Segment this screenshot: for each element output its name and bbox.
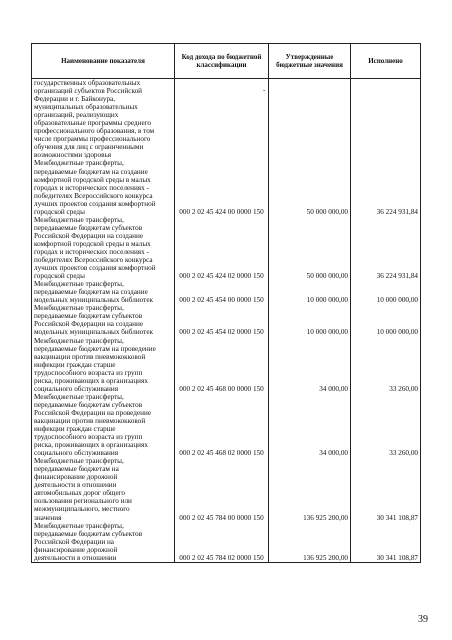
budget-table — [31, 43, 421, 563]
name-line: Межбюджетные трансферты, — [34, 159, 124, 168]
header-executed: Исполнено — [351, 44, 421, 79]
table-row — [32, 216, 421, 280]
name-line: Федерации и г. Байконура, — [34, 95, 116, 104]
name-line: Межбюджетные трансферты, — [34, 304, 124, 313]
table-body — [32, 79, 421, 563]
name-line: победителях Всероссийского конкурса — [34, 191, 153, 200]
row-approved-cell: 50 000 000,00 — [269, 159, 351, 215]
row-approved-cell: 10 000 000,00 — [269, 280, 351, 304]
page-number: 39 — [418, 614, 428, 625]
name-line: социального обслуживания — [34, 384, 119, 393]
table-row — [32, 159, 421, 215]
row-code-cell: 000 2 02 45 784 00 0000 150 — [175, 457, 269, 521]
row-code-cell: 000 2 02 45 454 00 0000 150 — [175, 280, 269, 304]
row-executed-cell: 10 000 000,00 — [351, 304, 421, 336]
dash-mark: - — [263, 86, 266, 94]
name-line: инфекции граждан старше — [34, 360, 116, 369]
name-line: Российской Федерации на создание — [34, 231, 144, 240]
name-line: передаваемые бюджетам на создание — [34, 288, 148, 297]
header-code: Код дохода по бюджетной классификации — [175, 44, 269, 79]
name-line: межмуниципального, местного — [34, 505, 130, 514]
name-line: модельных муниципальных библиотек — [34, 328, 154, 337]
table-row — [32, 337, 421, 393]
name-line: государственных образовательных — [34, 79, 141, 87]
row-name-cell — [32, 304, 175, 336]
name-line: Межбюджетные трансферты, — [34, 215, 124, 224]
name-line: модельных муниципальных библиотек — [34, 296, 154, 305]
table-header-row — [32, 44, 421, 79]
name-line: городах и исторических поселениях - — [34, 247, 149, 256]
table-row — [32, 457, 421, 521]
name-line: автомобильных дорог общего — [34, 489, 126, 498]
row-name-cell — [32, 216, 175, 280]
row-approved-cell: 50 000 000,00 — [269, 216, 351, 280]
row-code-cell: 000 2 02 45 424 00 0000 150 — [175, 159, 269, 215]
name-line: финансирование дорожной — [34, 473, 118, 482]
name-line: Межбюджетные трансферты, — [34, 336, 124, 345]
name-line: вакцинации против пневмококковой — [34, 352, 146, 361]
name-line: комфортной городской среды в малых — [34, 239, 151, 248]
table-row — [32, 280, 421, 304]
name-line: комфортной городской среды в малых — [34, 175, 151, 184]
row-approved-cell: 34 000,00 — [269, 393, 351, 457]
name-line: образовательные программы среднего — [34, 119, 152, 128]
row-name-cell — [32, 280, 175, 304]
name-line: Российской Федерации на проведение — [34, 408, 152, 417]
row-code-cell: 000 2 02 45 424 02 0000 150 — [175, 216, 269, 280]
name-line: пользования регионального или — [34, 497, 132, 506]
name-line: числе программы профессионального — [34, 135, 151, 144]
name-line: Межбюджетные трансферты, — [34, 280, 124, 289]
name-line: городской среды — [34, 207, 85, 216]
row-code-cell: 000 2 02 45 468 00 0000 150 — [175, 337, 269, 393]
name-line: лучших проектов создания комфортной — [34, 264, 156, 273]
row-approved-cell: 10 000 000,00 — [269, 304, 351, 336]
name-line: муниципальных образовательных — [34, 103, 138, 112]
name-line: передаваемые бюджетам субъектов — [34, 223, 143, 232]
row-executed-cell: 30 341 108,87 — [351, 457, 421, 521]
row-code-cell — [175, 79, 269, 160]
name-line: деятельности в отношении — [34, 481, 117, 490]
name-line: Российской Федерации на создание — [34, 320, 144, 329]
name-line: городской среды — [34, 272, 85, 281]
name-line: передаваемые бюджетам субъектов — [34, 529, 143, 538]
name-line: лучших проектов создания комфортной — [34, 199, 156, 208]
row-code-cell: 000 2 02 45 784 02 0000 150 — [175, 522, 269, 563]
row-approved-cell: 34 000,00 — [269, 337, 351, 393]
name-line: Межбюджетные трансферты, — [34, 457, 124, 466]
name-line: инфекции граждан старше — [34, 425, 116, 434]
table-row — [32, 393, 421, 457]
row-name-cell — [32, 457, 175, 521]
table-row — [32, 79, 421, 160]
header-name: Наименование показателя — [32, 44, 175, 79]
name-line: обучения для лиц с ограниченными — [34, 143, 144, 152]
row-executed-cell — [351, 79, 421, 160]
row-executed-cell: 36 224 931,84 — [351, 159, 421, 215]
row-code-cell: 000 2 02 45 468 02 0000 150 — [175, 393, 269, 457]
name-line: передаваемые бюджетам на создание — [34, 167, 148, 176]
row-executed-cell: 33 260,00 — [351, 393, 421, 457]
name-line: деятельности в отношении — [34, 553, 117, 562]
row-executed-cell: 10 000 000,00 — [351, 280, 421, 304]
name-line: передаваемые бюджетам субъектов — [34, 312, 143, 321]
name-line: трудоспособного возраста из групп — [34, 368, 143, 377]
row-name-cell — [32, 522, 175, 563]
name-line: передаваемые бюджетам на — [34, 465, 119, 474]
name-line: Российской Федерации на — [34, 537, 114, 546]
row-approved-cell: 136 925 200,00 — [269, 522, 351, 563]
name-line: риска, проживающих в организациях — [34, 376, 148, 385]
name-line: Межбюджетные трансферты, — [34, 521, 124, 530]
name-line: организаций субъектов Российской — [34, 87, 143, 96]
name-line: передаваемые бюджетам на проведение — [34, 344, 156, 353]
row-executed-cell: 36 224 931,84 — [351, 216, 421, 280]
row-name-cell — [32, 159, 175, 215]
name-line: организаций, реализующих — [34, 111, 119, 120]
header-approved: Утвержденные бюджетные значения — [269, 44, 351, 79]
name-line: риска, проживающих в организациях — [34, 441, 148, 450]
table-row — [32, 304, 421, 336]
name-line: финансирование дорожной — [34, 545, 118, 554]
name-line: возможностями здоровья — [34, 151, 112, 160]
row-approved-cell: 136 925 200,00 — [269, 457, 351, 521]
row-code-cell: 000 2 02 45 454 02 0000 150 — [175, 304, 269, 336]
row-executed-cell: 30 341 108,87 — [351, 522, 421, 563]
name-line: социального обслуживания — [34, 449, 119, 458]
table-row — [32, 522, 421, 563]
name-line: Межбюджетные трансферты, — [34, 392, 124, 401]
row-name-cell — [32, 393, 175, 457]
name-line: трудоспособного возраста из групп — [34, 433, 143, 442]
row-name-cell — [32, 79, 175, 160]
row-executed-cell: 33 260,00 — [351, 337, 421, 393]
name-line: вакцинации против пневмококковой — [34, 416, 146, 425]
name-line: значения — [34, 513, 62, 522]
row-approved-cell — [269, 79, 351, 160]
name-line: профессионального образования, в том — [34, 127, 155, 136]
row-name-cell — [32, 337, 175, 393]
name-line: победителях Всероссийского конкурса — [34, 256, 153, 265]
name-line: передаваемые бюджетам субъектов — [34, 400, 143, 409]
name-line: городах и исторических поселениях - — [34, 183, 149, 192]
